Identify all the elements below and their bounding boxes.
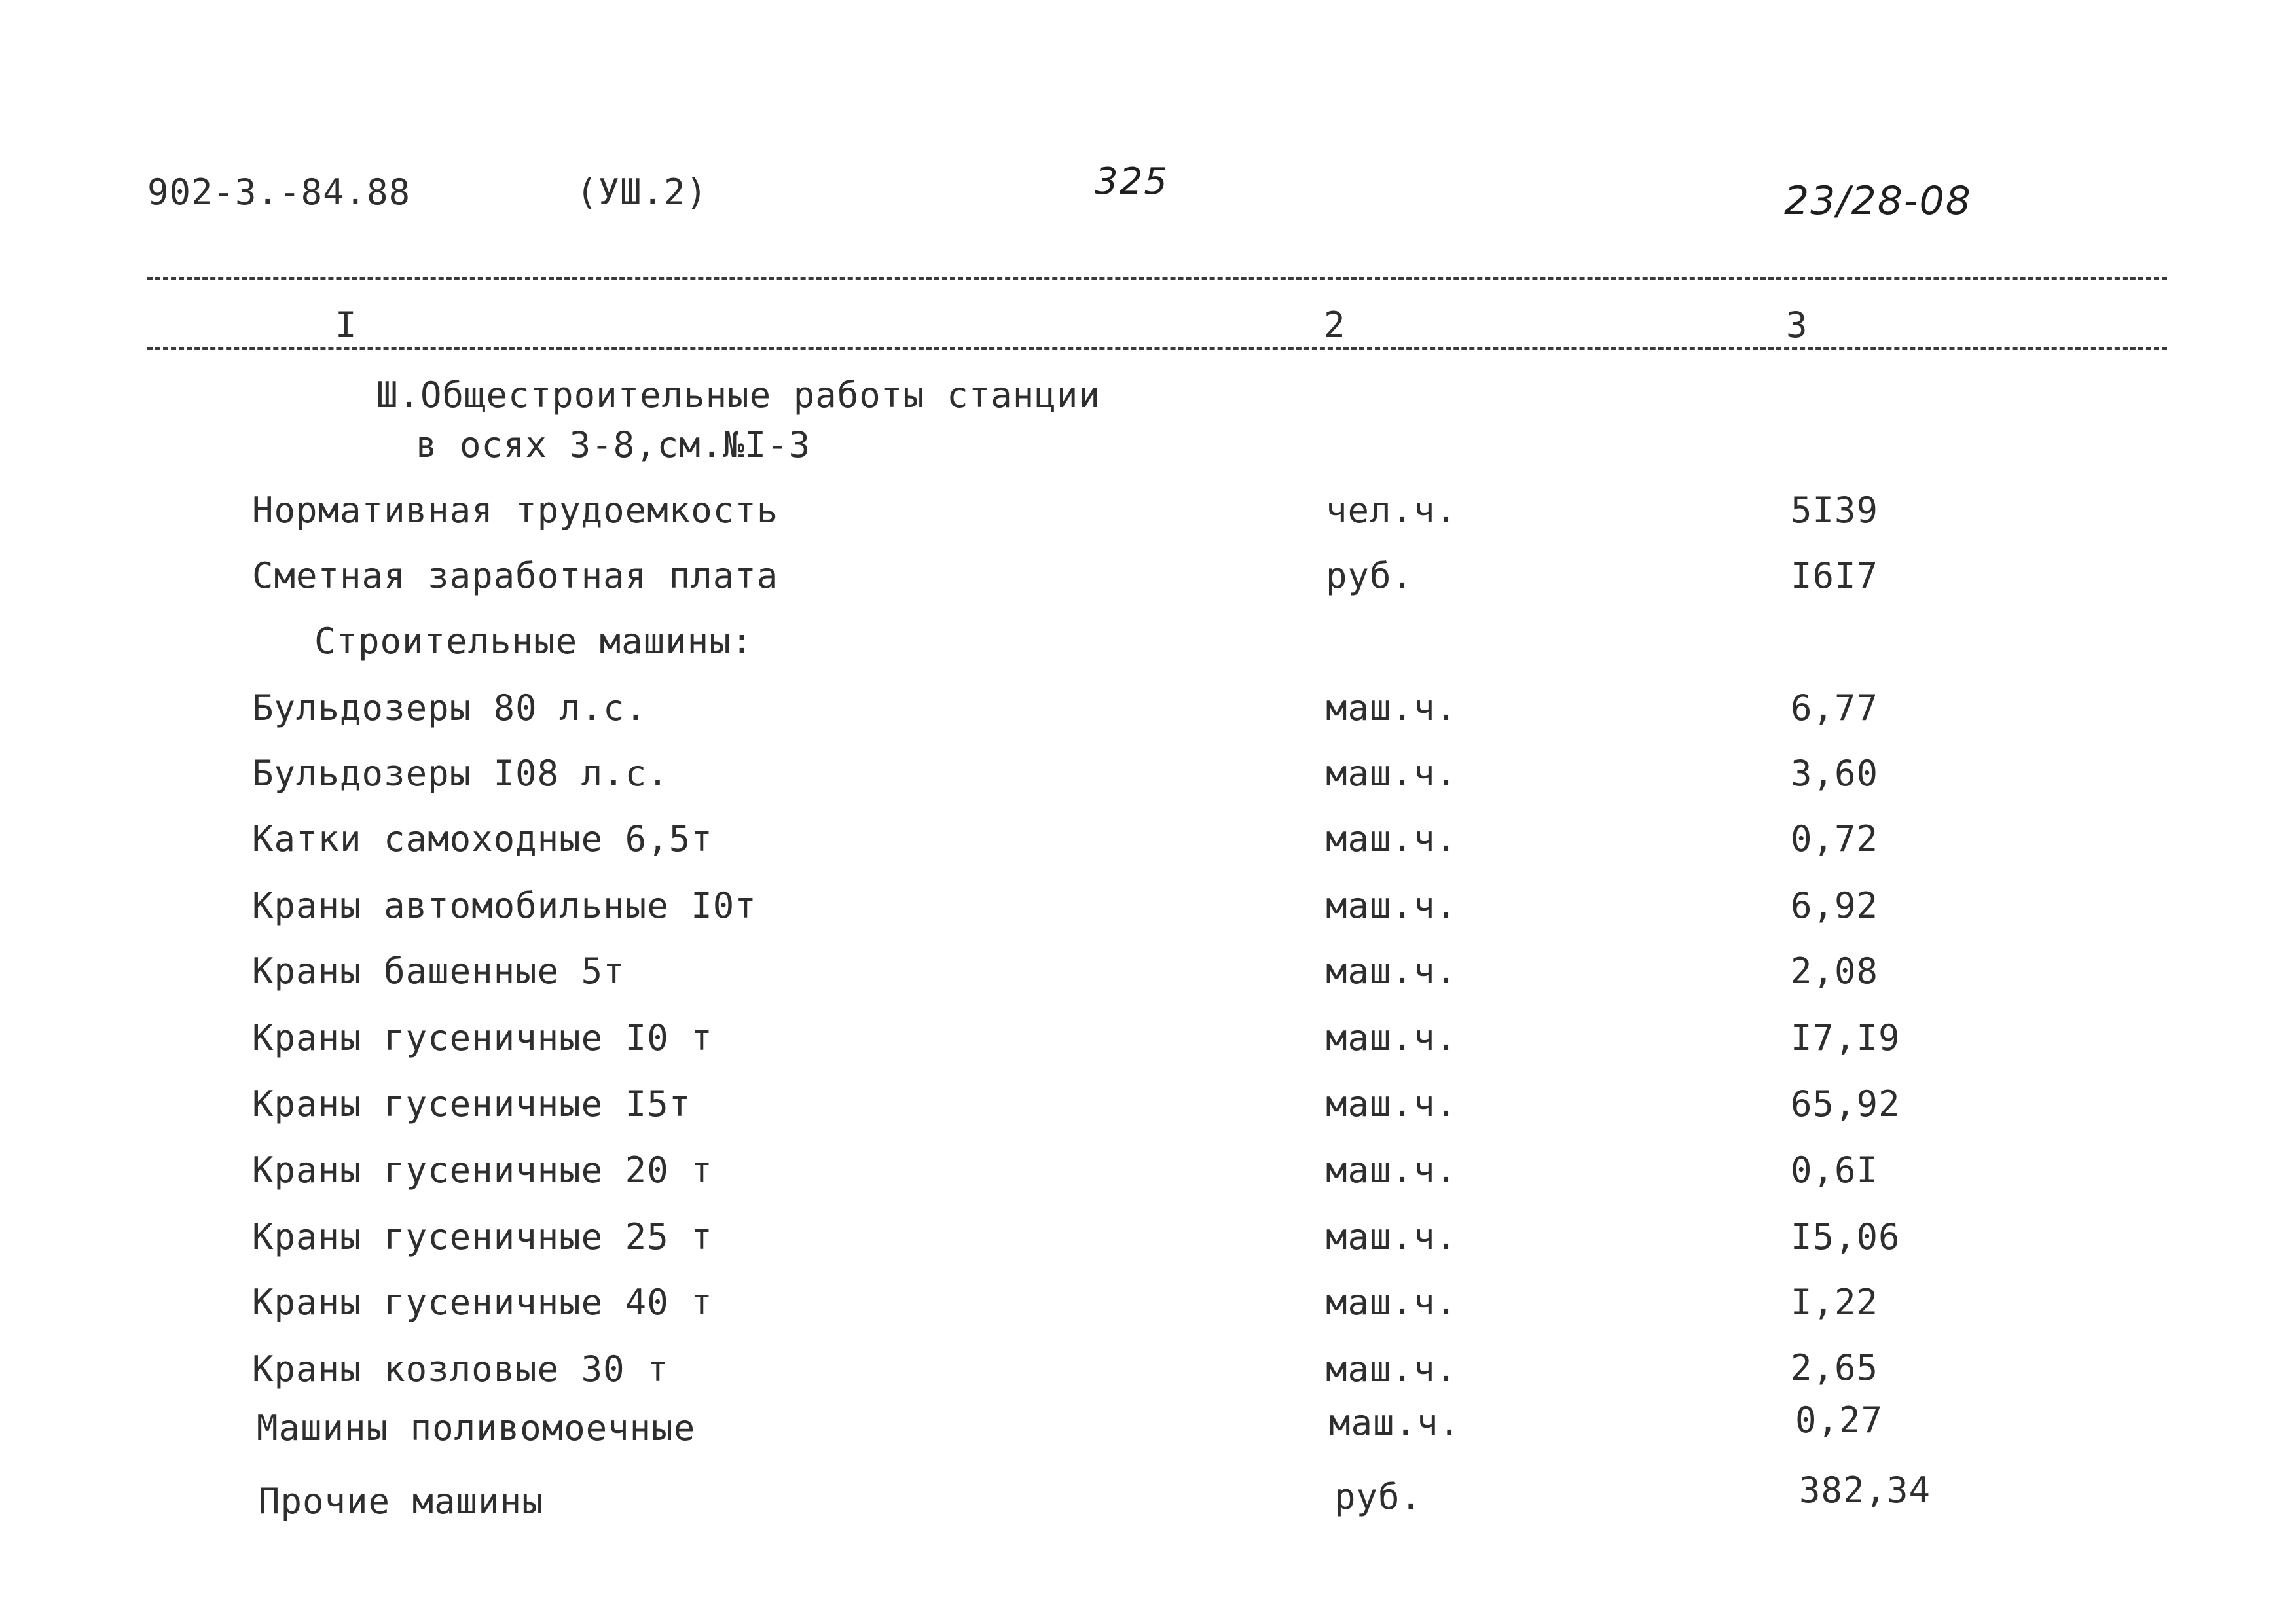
row-value: 5I39: [1791, 490, 1879, 531]
row-name: Краны автомобильные I0т: [252, 885, 757, 926]
row-value: I6I7: [1791, 555, 1879, 596]
row-value: 3,60: [1791, 753, 1879, 794]
row-name: Машины поливомоечные: [257, 1407, 696, 1449]
document-code: 902-3.-84.88: [147, 171, 411, 213]
column-number-1: I: [335, 304, 357, 346]
row-name: Краны гусеничные 40 т: [252, 1282, 713, 1323]
row-value: I,22: [1791, 1282, 1879, 1323]
section-title-line-2: в осях 3-8,см.№I-3: [416, 424, 811, 465]
row-value: 6,77: [1791, 687, 1879, 729]
row-unit: маш.ч.: [1326, 1348, 1458, 1390]
row-name: Краны башенные 5т: [252, 950, 625, 992]
row-value: I5,06: [1791, 1216, 1901, 1257]
row-unit: маш.ч.: [1329, 1402, 1461, 1443]
row-name: Катки самоходные 6,5т: [252, 818, 713, 859]
row-unit: маш.ч.: [1326, 885, 1458, 926]
bottom-dashed-rule: [147, 347, 2167, 350]
top-dashed-rule: [147, 277, 2167, 280]
row-name: Бульдозеры I08 л.с.: [252, 753, 669, 794]
row-unit: маш.ч.: [1326, 1282, 1458, 1323]
row-value: 6,92: [1791, 885, 1879, 926]
column-number-2: 2: [1324, 304, 1345, 346]
row-value: 2,08: [1791, 950, 1879, 992]
row-name: Краны гусеничные I5т: [252, 1083, 691, 1125]
row-unit: маш.ч.: [1326, 950, 1458, 992]
inventory-number: 23/28-08: [1784, 178, 1972, 224]
section-title-line-1: Ш.Общестроительные работы станции: [376, 374, 1101, 416]
row-value: 382,34: [1799, 1470, 1931, 1511]
row-value: 0,72: [1791, 818, 1879, 859]
row-unit: маш.ч.: [1326, 687, 1458, 729]
document-part: (УШ.2): [576, 171, 708, 213]
row-unit: маш.ч.: [1326, 753, 1458, 794]
row-unit: маш.ч.: [1326, 818, 1458, 859]
row-value: 0,27: [1795, 1399, 1884, 1441]
row-name: Бульдозеры 80 л.с.: [252, 687, 647, 729]
row-unit: маш.ч.: [1326, 1216, 1458, 1257]
row-name: Краны гусеничные 20 т: [252, 1149, 713, 1191]
column-number-3: 3: [1786, 304, 1808, 346]
row-name: Прочие машины: [259, 1481, 544, 1522]
row-unit: руб.: [1334, 1476, 1423, 1517]
row-value: I7,I9: [1791, 1017, 1901, 1058]
row-name: Нормативная трудоемкость: [252, 490, 779, 531]
row-name: Сметная заработная плата: [252, 555, 779, 596]
row-unit: маш.ч.: [1326, 1017, 1458, 1058]
row-name: Краны козловые 30 т: [252, 1348, 669, 1390]
row-unit: чел.ч.: [1326, 490, 1458, 531]
row-name: Краны гусеничные I0 т: [252, 1017, 713, 1058]
row-unit: маш.ч.: [1326, 1083, 1458, 1125]
row-unit: руб.: [1326, 555, 1414, 596]
row-value: 65,92: [1791, 1083, 1901, 1125]
subsection-heading: Строительные машины:: [314, 621, 754, 662]
row-unit: маш.ч.: [1326, 1149, 1458, 1191]
row-name: Краны гусеничные 25 т: [252, 1216, 713, 1257]
page-number: 325: [1095, 160, 1169, 203]
row-value: 2,65: [1791, 1347, 1879, 1388]
row-value: 0,6I: [1791, 1149, 1879, 1191]
